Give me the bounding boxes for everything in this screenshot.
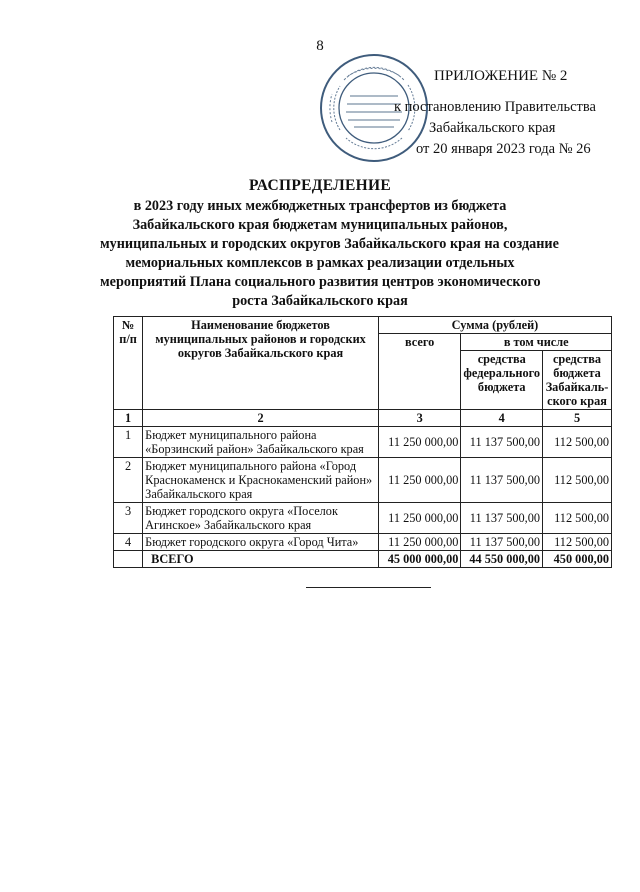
row-budget-name: Бюджет городского округа «Поселок Агинское» Забайкальского края xyxy=(143,503,379,534)
row-regional: 112 500,00 xyxy=(543,503,612,534)
row-federal: 11 137 500,00 xyxy=(461,458,543,503)
header-regional: средства бюджета Забайкаль-ского края xyxy=(543,351,612,410)
column-number: 5 xyxy=(543,410,612,427)
column-numbers-row xyxy=(114,410,612,427)
subtitle-line: мероприятий Плана социального развития центров экономического xyxy=(100,274,541,290)
row-number: 3 xyxy=(114,503,143,534)
subtitle-line: Забайкальского края бюджетам муниципальных районов, xyxy=(132,217,508,233)
distribution-table xyxy=(113,316,612,568)
appendix-line: Забайкальского края xyxy=(429,120,556,136)
row-budget-name: Бюджет городского округа «Город Чита» xyxy=(143,534,379,551)
column-number: 4 xyxy=(461,410,543,427)
column-number: 2 xyxy=(143,410,379,427)
header-number: № п/п xyxy=(114,317,143,410)
row-federal: 11 137 500,00 xyxy=(461,427,543,458)
page-number: 8 xyxy=(316,38,324,54)
header-sum: Сумма (рублей) xyxy=(378,317,611,334)
table-row xyxy=(114,427,612,458)
row-total: 11 250 000,00 xyxy=(378,503,461,534)
header-budget-name: Наименование бюджетов муниципальных районов и городских округов Забайкальского края xyxy=(143,317,379,410)
row-total: 11 250 000,00 xyxy=(378,534,461,551)
header-federal: средства федерального бюджета xyxy=(461,351,543,410)
total-row-number-cell xyxy=(114,551,143,568)
row-regional: 112 500,00 xyxy=(543,458,612,503)
row-number: 4 xyxy=(114,534,143,551)
total-row xyxy=(114,551,612,568)
table-row xyxy=(114,458,612,503)
appendix-line: от 20 января 2023 года № 26 xyxy=(416,141,591,157)
table-header-row xyxy=(114,317,612,334)
subtitle-line: муниципальных и городских округов Забайкальского края на создание xyxy=(100,236,559,252)
row-number: 2 xyxy=(114,458,143,503)
appendix-header xyxy=(394,66,626,160)
total-label: ВСЕГО xyxy=(143,551,379,568)
row-budget-name: Бюджет муниципального района «Борзинский район» Забайкальского края xyxy=(143,427,379,458)
subtitle-line: в 2023 году иных межбюджетных трансфертов из бюджета xyxy=(133,198,507,214)
column-number: 1 xyxy=(114,410,143,427)
total-regional: 450 000,00 xyxy=(543,551,612,568)
table-row xyxy=(114,534,612,551)
appendix-number: ПРИЛОЖЕНИЕ № 2 xyxy=(434,68,568,84)
column-number: 3 xyxy=(378,410,461,427)
row-number: 1 xyxy=(114,427,143,458)
total-federal: 44 550 000,00 xyxy=(461,551,543,568)
row-regional: 112 500,00 xyxy=(543,534,612,551)
row-regional: 112 500,00 xyxy=(543,427,612,458)
end-rule xyxy=(306,587,431,588)
row-budget-name: Бюджет муниципального района «Город Краснокаменск и Краснокаменский район» Забайкальского края xyxy=(143,458,379,503)
total-sum: 45 000 000,00 xyxy=(378,551,461,568)
document-subtitle xyxy=(100,197,559,311)
header-including: в том числе xyxy=(461,334,612,351)
row-federal: 11 137 500,00 xyxy=(461,534,543,551)
appendix-line: к постановлению Правительства xyxy=(394,99,596,115)
document-title: РАСПРЕДЕЛЕНИЕ xyxy=(249,177,391,194)
table-row xyxy=(114,503,612,534)
subtitle-line: мемориальных комплексов в рамках реализации отдельных xyxy=(125,255,515,271)
subtitle-line: роста Забайкальского края xyxy=(232,293,408,309)
row-federal: 11 137 500,00 xyxy=(461,503,543,534)
header-total: всего xyxy=(378,334,461,410)
row-total: 11 250 000,00 xyxy=(378,427,461,458)
row-total: 11 250 000,00 xyxy=(378,458,461,503)
